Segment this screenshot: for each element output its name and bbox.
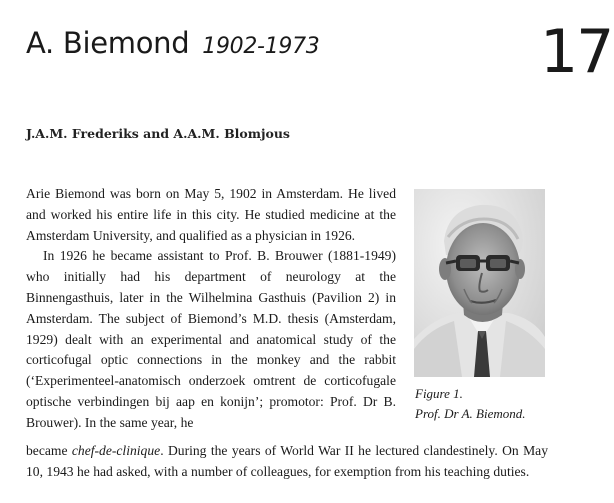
paragraph-continuation	[26, 441, 548, 483]
paragraph-1: Arie Biemond was born on May 5, 1902 in Amsterdam. He lived and worked his entire life in this city. He studied medicine at the Amsterdam University, and qualified as a physician in 1926.	[26, 186, 396, 243]
title-years: 1902-1973	[202, 34, 320, 59]
page-title	[26, 26, 319, 60]
continuation-prefix: became	[26, 443, 72, 458]
figure-caption-text: Prof. Dr A. Biemond.	[415, 406, 526, 421]
authors-line: J.A.M. Frederiks and A.A.M. Blomjous	[26, 126, 290, 141]
portrait-photo	[414, 189, 545, 377]
figure-label: Figure 1.	[415, 386, 463, 401]
continuation-suffix: . During the years of World War II he lectured clandestinely. On May 10, 1943 he had asked, with a number of colleagues, for exemption from his teaching duties.	[26, 443, 548, 479]
chapter-number: 17	[540, 17, 613, 87]
body-column	[26, 184, 396, 434]
continuation-italic: chef-de-clinique	[71, 443, 161, 458]
paragraph-2: In 1926 he became assistant to Prof. B. Brouwer (1881-1949) who initially had his department of neurology at the Binnengasthuis, later in the Wilhelmina Gasthuis (Pavilion 2) in Amsterdam. The subject of Biemond’s M.D. thesis (Amsterdam, 1929) dealt with an experimental and anatomical study of the corticofugal optic connections in the monkey and the rabbit (‘Experimenteel-anatomisch onderzoek omtrent de corticofugale optische verbindingen bij aap en konijn’; promotor: Prof. Dr B. Brouwer). In the same year, he	[26, 248, 396, 430]
title-name: A. Biemond	[26, 26, 190, 60]
figure-caption	[415, 384, 526, 424]
